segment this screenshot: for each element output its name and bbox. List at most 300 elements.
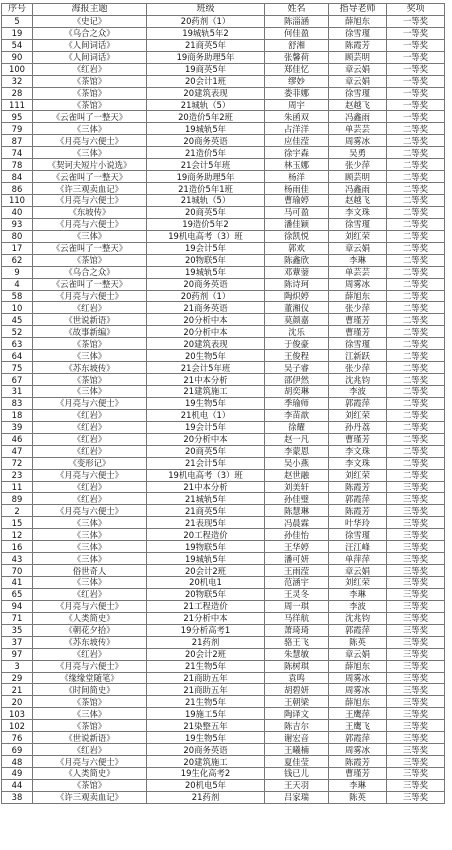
table-row	[2, 409, 445, 421]
student-name-cell: 陈鑫欣	[265, 254, 329, 266]
award-cell: 二等奖	[387, 206, 445, 218]
teacher-cell: 陈霞芳	[329, 505, 387, 517]
student-name-cell: 朱函双	[265, 111, 329, 123]
award-cell: 一等奖	[387, 27, 445, 39]
table-row	[2, 529, 445, 541]
award-cell: 二等奖	[387, 314, 445, 326]
award-cell: 一等奖	[387, 99, 445, 111]
class-cell: 20药剂（1）	[147, 15, 265, 27]
table-row	[2, 63, 445, 75]
award-cell: 三等奖	[387, 756, 445, 768]
student-name-cell: 杨雨佳	[265, 183, 329, 195]
serial-cell: 83	[2, 397, 33, 409]
award-cell: 二等奖	[387, 409, 445, 421]
student-name-cell: 骆王飞	[265, 636, 329, 648]
poster-topic-cell: 《云雀叫了一整天》	[33, 111, 147, 123]
award-cell: 三等奖	[387, 612, 445, 624]
award-cell: 三等奖	[387, 684, 445, 696]
table-row	[2, 672, 445, 684]
table-row	[2, 135, 445, 147]
teacher-cell: 张少萍	[329, 302, 387, 314]
class-cell: 20药剂（1）	[147, 290, 265, 302]
award-cell: 二等奖	[387, 278, 445, 290]
table-row	[2, 314, 445, 326]
teacher-cell: 徐雪瑾	[329, 218, 387, 230]
serial-cell: 74	[2, 147, 33, 159]
table-row	[2, 553, 445, 565]
serial-cell: 102	[2, 720, 33, 732]
teacher-cell: 章云娟	[329, 242, 387, 254]
serial-cell: 10	[2, 302, 33, 314]
table-row	[2, 218, 445, 230]
serial-cell: 17	[2, 242, 33, 254]
class-cell: 21造价5年1班	[147, 183, 265, 195]
poster-topic-cell: 《世说新语》	[33, 314, 147, 326]
poster-topic-cell: 《人间词话》	[33, 51, 147, 63]
student-name-cell: 邓蕈蓥	[265, 266, 329, 278]
poster-topic-cell: 《三体》	[33, 708, 147, 720]
serial-cell: 15	[2, 517, 33, 529]
teacher-cell: 章云娟	[329, 565, 387, 577]
serial-cell: 52	[2, 326, 33, 338]
teacher-cell: 陈英	[329, 636, 387, 648]
table-row	[2, 326, 445, 338]
award-cell: 二等奖	[387, 159, 445, 171]
poster-topic-cell: 《月亮与六便士》	[33, 505, 147, 517]
poster-topic-cell: 《三体》	[33, 147, 147, 159]
poster-topic-cell: 《月亮与六便士》	[33, 218, 147, 230]
table-row	[2, 290, 445, 302]
poster-topic-cell: 《月亮与六便士》	[33, 290, 147, 302]
student-name-cell: 王俊程	[265, 350, 329, 362]
poster-topic-cell: 《月亮与六便士》	[33, 600, 147, 612]
teacher-cell: 沈兆钧	[329, 612, 387, 624]
poster-topic-cell: 《三体》	[33, 230, 147, 242]
teacher-cell: 李琳	[329, 254, 387, 266]
poster-topic-cell: 《月亮与六便士》	[33, 660, 147, 672]
student-name-cell: 钱已儿	[265, 768, 329, 780]
award-cell: 二等奖	[387, 326, 445, 338]
student-name-cell: 邵伊然	[265, 374, 329, 386]
table-row	[2, 242, 445, 254]
award-cell: 一等奖	[387, 63, 445, 75]
award-cell: 三等奖	[387, 553, 445, 565]
award-cell: 二等奖	[387, 457, 445, 469]
poster-topic-cell: 《红岩》	[33, 433, 147, 445]
table-row	[2, 469, 445, 481]
table-row	[2, 481, 445, 493]
serial-cell: 41	[2, 577, 33, 589]
serial-cell: 35	[2, 624, 33, 636]
student-name-cell: 陈吉尔	[265, 720, 329, 732]
serial-cell: 110	[2, 195, 33, 207]
award-cell: 二等奖	[387, 421, 445, 433]
serial-cell: 67	[2, 374, 33, 386]
award-cell: 二等奖	[387, 374, 445, 386]
table-row	[2, 302, 445, 314]
poster-topic-cell: 《时间简史》	[33, 684, 147, 696]
student-name-cell: 潘佳颖	[265, 218, 329, 230]
student-name-cell: 陈慧琳	[265, 505, 329, 517]
class-cell: 21城轨（5）	[147, 195, 265, 207]
class-cell: 19机电高考（3）班	[147, 469, 265, 481]
class-cell: 20工程造价	[147, 529, 265, 541]
poster-topic-cell: 《红岩》	[33, 63, 147, 75]
student-name-cell: 徐凯悦	[265, 230, 329, 242]
class-cell: 19机电高考（3）班	[147, 230, 265, 242]
award-cell: 一等奖	[387, 87, 445, 99]
poster-topic-cell: 《三体》	[33, 529, 147, 541]
class-cell: 20商英5年	[147, 445, 265, 457]
poster-topic-cell: 《许三观卖血记》	[33, 791, 147, 803]
teacher-cell: 李波	[329, 600, 387, 612]
award-cell: 三等奖	[387, 648, 445, 660]
teacher-cell: 刘红荣	[329, 409, 387, 421]
teacher-cell: 薛旭东	[329, 15, 387, 27]
student-name-cell: 马可盈	[265, 206, 329, 218]
award-cell: 一等奖	[387, 39, 445, 51]
teacher-cell: 王鹰飞	[329, 720, 387, 732]
poster-topic-cell: 《三体》	[33, 517, 147, 529]
class-cell: 19商英5年	[147, 63, 265, 75]
award-cell: 一等奖	[387, 111, 445, 123]
poster-topic-cell: 《乌合之众》	[33, 27, 147, 39]
student-name-cell: 范涵宇	[265, 577, 329, 589]
class-cell: 21建筑施工	[147, 386, 265, 398]
teacher-cell: 王鹰萍	[329, 708, 387, 720]
student-name-cell: 应佳滢	[265, 135, 329, 147]
serial-cell: 37	[2, 636, 33, 648]
serial-cell: 69	[2, 744, 33, 756]
teacher-cell: 周雾冰	[329, 278, 387, 290]
serial-cell: 38	[2, 791, 33, 803]
serial-cell: 63	[2, 338, 33, 350]
student-name-cell: 周一琪	[265, 600, 329, 612]
poster-topic-cell: 《三体》	[33, 123, 147, 135]
award-cell: 三等奖	[387, 791, 445, 803]
award-cell: 三等奖	[387, 744, 445, 756]
award-cell: 一等奖	[387, 15, 445, 27]
poster-topic-cell: 《茶馆》	[33, 254, 147, 266]
serial-cell: 94	[2, 600, 33, 612]
serial-cell: 2	[2, 505, 33, 517]
serial-cell: 79	[2, 123, 33, 135]
poster-topic-cell: 《人类简史》	[33, 612, 147, 624]
award-cell: 三等奖	[387, 493, 445, 505]
class-cell: 20商英5年	[147, 206, 265, 218]
class-cell: 20会计2班	[147, 648, 265, 660]
table-row	[2, 684, 445, 696]
student-name-cell: 冯晨霖	[265, 517, 329, 529]
award-cell: 二等奖	[387, 302, 445, 314]
poster-topic-cell: 《人间词话》	[33, 39, 147, 51]
award-cell: 二等奖	[387, 350, 445, 362]
poster-topic-cell: 《三体》	[33, 541, 147, 553]
serial-cell: 89	[2, 493, 33, 505]
serial-cell: 80	[2, 230, 33, 242]
award-cell: 二等奖	[387, 386, 445, 398]
class-cell: 19城轨5年	[147, 553, 265, 565]
teacher-cell: 吴勇	[329, 147, 387, 159]
award-cell: 二等奖	[387, 242, 445, 254]
award-cell: 三等奖	[387, 577, 445, 589]
class-cell: 19会计5年	[147, 421, 265, 433]
serial-cell: 84	[2, 171, 33, 183]
student-name-cell: 刘美轩	[265, 481, 329, 493]
poster-topic-cell: 《红岩》	[33, 493, 147, 505]
class-cell: 19商务助理5年	[147, 51, 265, 63]
poster-topic-cell: 《变形记》	[33, 457, 147, 469]
class-cell: 19分析高考1	[147, 624, 265, 636]
table-row	[2, 696, 445, 708]
student-name-cell: 赵一凡	[265, 433, 329, 445]
serial-cell: 39	[2, 421, 33, 433]
class-cell: 21会计5年班	[147, 362, 265, 374]
class-cell: 20会计1班	[147, 75, 265, 87]
serial-cell: 78	[2, 159, 33, 171]
serial-cell: 12	[2, 529, 33, 541]
serial-cell: 11	[2, 481, 33, 493]
class-cell: 19生化高考2	[147, 768, 265, 780]
student-name-cell: 占洋洋	[265, 123, 329, 135]
table-row	[2, 768, 445, 780]
poster-topic-cell: 《三体》	[33, 386, 147, 398]
table-row	[2, 577, 445, 589]
student-name-cell: 何佳盈	[265, 27, 329, 39]
class-cell: 21机电（1）	[147, 409, 265, 421]
award-cell: 三等奖	[387, 624, 445, 636]
class-cell: 21商英5年	[147, 505, 265, 517]
poster-topic-cell: 《月亮与六便士》	[33, 397, 147, 409]
student-name-cell: 吴子睿	[265, 362, 329, 374]
poster-topic-cell: 《红岩》	[33, 744, 147, 756]
table-row	[2, 159, 445, 171]
student-name-cell: 马徉航	[265, 612, 329, 624]
table-row	[2, 636, 445, 648]
poster-topic-cell: 《红岩》	[33, 445, 147, 457]
poster-topic-cell: 《三体》	[33, 553, 147, 565]
class-cell: 20建筑施工	[147, 756, 265, 768]
serial-cell: 54	[2, 39, 33, 51]
serial-cell: 93	[2, 218, 33, 230]
teacher-cell: 徐雪瑾	[329, 338, 387, 350]
class-cell: 21商助五年	[147, 672, 265, 684]
student-name-cell: 沈乐	[265, 326, 329, 338]
teacher-cell: 曹瑾芳	[329, 768, 387, 780]
poster-topic-cell: 《三体》	[33, 350, 147, 362]
serial-cell: 40	[2, 206, 33, 218]
table-row	[2, 362, 445, 374]
poster-topic-cell: 《茶馆》	[33, 87, 147, 99]
award-cell: 一等奖	[387, 51, 445, 63]
table-body	[2, 15, 445, 803]
class-cell: 19生物5年	[147, 397, 265, 409]
award-cell: 三等奖	[387, 732, 445, 744]
serial-cell: 100	[2, 63, 33, 75]
teacher-cell: 郭霞萍	[329, 493, 387, 505]
teacher-cell: 周雾冰	[329, 135, 387, 147]
student-name-cell: 缪妙	[265, 75, 329, 87]
class-cell: 21表现5年	[147, 517, 265, 529]
teacher-cell: 李文珠	[329, 206, 387, 218]
serial-cell: 58	[2, 290, 33, 302]
table-row	[2, 123, 445, 135]
award-cell: 二等奖	[387, 433, 445, 445]
table-row	[2, 147, 445, 159]
table-row	[2, 254, 445, 266]
serial-cell: 90	[2, 51, 33, 63]
table-row	[2, 195, 445, 207]
table-row	[2, 338, 445, 350]
class-cell: 20物联5年	[147, 588, 265, 600]
teacher-cell: 章云娟	[329, 648, 387, 660]
teacher-cell: 李琳	[329, 779, 387, 791]
serial-cell: 44	[2, 779, 33, 791]
table-row	[2, 624, 445, 636]
student-name-cell: 董湘仪	[265, 302, 329, 314]
poster-topic-cell: 《许三观卖血记》	[33, 183, 147, 195]
award-cell: 三等奖	[387, 517, 445, 529]
teacher-cell: 江新跃	[329, 350, 387, 362]
class-cell: 19造价5年2	[147, 218, 265, 230]
award-cell: 二等奖	[387, 397, 445, 409]
award-cell: 二等奖	[387, 171, 445, 183]
award-cell: 二等奖	[387, 135, 445, 147]
serial-cell: 20	[2, 696, 33, 708]
student-name-cell: 王曦楠	[265, 744, 329, 756]
teacher-cell: 徐雪瑾	[329, 87, 387, 99]
award-cell: 二等奖	[387, 362, 445, 374]
column-header: 奖项	[387, 4, 445, 16]
award-cell: 三等奖	[387, 696, 445, 708]
student-name-cell: 谢宏音	[265, 732, 329, 744]
class-cell: 21生物5年	[147, 660, 265, 672]
poster-topic-cell: 《史记》	[33, 15, 147, 27]
poster-topic-cell: 《月亮与六便士》	[33, 756, 147, 768]
class-cell: 21会计5年班	[147, 159, 265, 171]
student-name-cell: 陈诗珂	[265, 278, 329, 290]
student-name-cell: 林玉娜	[265, 159, 329, 171]
award-cell: 三等奖	[387, 768, 445, 780]
student-name-cell: 吴小燕	[265, 457, 329, 469]
poster-topic-cell: 《人类简史》	[33, 768, 147, 780]
poster-topic-cell: 《月亮与六便士》	[33, 135, 147, 147]
poster-topic-cell: 《红岩》	[33, 648, 147, 660]
poster-topic-cell: 《茶馆》	[33, 779, 147, 791]
teacher-cell: 沈兆钧	[329, 374, 387, 386]
teacher-cell: 薛旭东	[329, 660, 387, 672]
poster-topic-cell: 《红岩》	[33, 588, 147, 600]
teacher-cell: 陈霞芳	[329, 756, 387, 768]
table-row	[2, 660, 445, 672]
serial-cell: 19	[2, 27, 33, 39]
award-cell: 二等奖	[387, 445, 445, 457]
poster-topic-cell: 《红岩》	[33, 302, 147, 314]
table-row	[2, 588, 445, 600]
poster-topic-cell: 《茶馆》	[33, 338, 147, 350]
table-row	[2, 517, 445, 529]
class-cell: 21城轨5年	[147, 493, 265, 505]
table-row	[2, 756, 445, 768]
teacher-cell: 冯鑫雨	[329, 183, 387, 195]
serial-cell: 97	[2, 648, 33, 660]
student-name-cell: 陶译文	[265, 708, 329, 720]
serial-cell: 71	[2, 612, 33, 624]
student-name-cell: 娄菲娜	[265, 87, 329, 99]
poster-topic-cell: 《苏东坡传》	[33, 636, 147, 648]
table-row	[2, 230, 445, 242]
award-cell: 三等奖	[387, 636, 445, 648]
award-cell: 二等奖	[387, 218, 445, 230]
table-row	[2, 27, 445, 39]
poster-topic-cell: 《三体》	[33, 577, 147, 589]
student-name-cell: 李苗歆	[265, 409, 329, 421]
table-row	[2, 600, 445, 612]
class-cell: 19城轨5年2	[147, 27, 265, 39]
student-name-cell: 赵世融	[265, 469, 329, 481]
class-cell: 20机电5年	[147, 779, 265, 791]
serial-cell: 32	[2, 75, 33, 87]
class-cell: 20商务英语	[147, 278, 265, 290]
serial-cell: 45	[2, 314, 33, 326]
class-cell: 20分析中本	[147, 314, 265, 326]
student-name-cell: 张馨荷	[265, 51, 329, 63]
teacher-cell: 周雾冰	[329, 672, 387, 684]
teacher-cell: 李波	[329, 386, 387, 398]
table-row	[2, 648, 445, 660]
table-row	[2, 445, 445, 457]
award-cell: 二等奖	[387, 123, 445, 135]
class-cell: 20分析中本	[147, 433, 265, 445]
table-row	[2, 457, 445, 469]
award-cell: 二等奖	[387, 469, 445, 481]
teacher-cell: 曹瑾芳	[329, 433, 387, 445]
table-row	[2, 397, 445, 409]
teacher-cell: 章云娟	[329, 75, 387, 87]
award-cell: 二等奖	[387, 230, 445, 242]
class-cell: 21药剂	[147, 791, 265, 803]
class-cell: 20造价5年2班	[147, 111, 265, 123]
serial-cell: 86	[2, 183, 33, 195]
teacher-cell: 张少萍	[329, 159, 387, 171]
teacher-cell: 曹瑾芳	[329, 314, 387, 326]
table-row	[2, 350, 445, 362]
serial-cell: 64	[2, 350, 33, 362]
serial-cell: 72	[2, 457, 33, 469]
teacher-cell: 叶华玲	[329, 517, 387, 529]
table-row	[2, 111, 445, 123]
teacher-cell: 刘红荣	[329, 230, 387, 242]
table-row	[2, 779, 445, 791]
table-row	[2, 87, 445, 99]
table-row	[2, 612, 445, 624]
award-cell: 二等奖	[387, 290, 445, 302]
serial-cell: 49	[2, 768, 33, 780]
teacher-cell: 冯鑫雨	[329, 111, 387, 123]
column-header: 班级	[147, 4, 265, 16]
class-cell: 19物联5年	[147, 541, 265, 553]
student-name-cell: 陶炽婷	[265, 290, 329, 302]
teacher-cell: 单芸芸	[329, 266, 387, 278]
poster-topic-cell: 《月亮与六便士》	[33, 469, 147, 481]
award-cell: 三等奖	[387, 588, 445, 600]
award-cell: 二等奖	[387, 266, 445, 278]
column-header: 姓名	[265, 4, 329, 16]
class-cell: 20分析中本	[147, 326, 265, 338]
award-cell: 二等奖	[387, 183, 445, 195]
table-row	[2, 505, 445, 517]
teacher-cell: 刘红荣	[329, 577, 387, 589]
